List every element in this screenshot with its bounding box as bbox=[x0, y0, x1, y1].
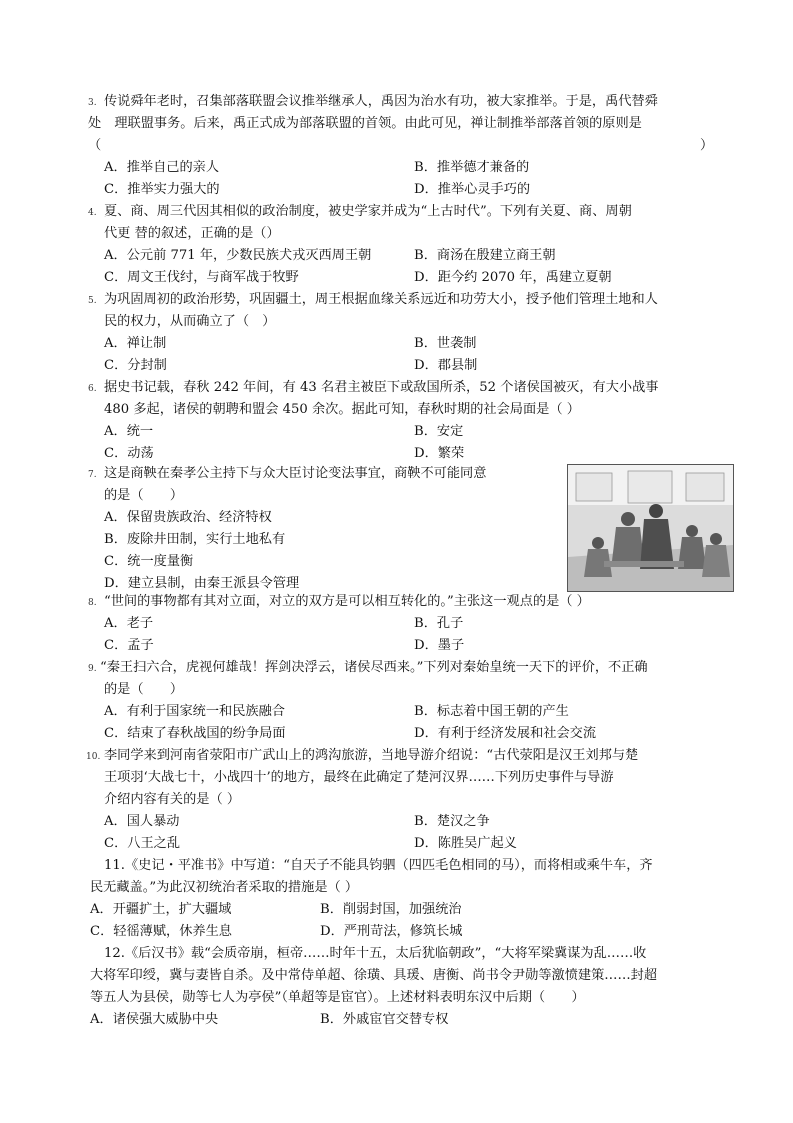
option-c: C．八王之乱 bbox=[104, 836, 181, 851]
option-c: C．统一度量衡 bbox=[104, 554, 194, 569]
option-d: D．墨子 bbox=[414, 638, 465, 653]
option-a: A．公元前 771 年，少数民族犬戎灭西周王朝 bbox=[104, 248, 372, 263]
option-b: B．外戚宦官交替专权 bbox=[320, 1012, 449, 1027]
question-number: 4. bbox=[88, 208, 97, 218]
question-text: 11.《史记・平准书》中写道：“自天子不能具钧驷（四匹毛色相同的马），而将相或乘牛车，齐 bbox=[104, 858, 653, 873]
option-d: D．郡县制 bbox=[414, 358, 478, 373]
question-number: 5. bbox=[88, 296, 97, 306]
option-b: B．商汤在殷建立商王朝 bbox=[414, 248, 556, 263]
option-d: D．建立县制，由秦王派县令管理 bbox=[104, 576, 300, 591]
question-text: 的是（ ） bbox=[104, 488, 184, 503]
question-text: 夏、商、周三代因其相似的政治制度，被史学家并成为“上古时代”。下列有关夏、商、周朝 bbox=[104, 204, 632, 219]
option-c: C．结束了春秋战国的纷争局面 bbox=[104, 726, 286, 741]
option-a: A．推举自己的亲人 bbox=[104, 160, 220, 175]
question-text: 传说舜年老时，召集部落联盟会议推举继承人，禹因为治水有功，被大家推举。于是，禹代替舜 bbox=[104, 94, 658, 109]
question-text: 这是商鞅在秦孝公主持下与众大臣讨论变法事宜，商鞅不可能同意 bbox=[104, 466, 487, 481]
question-number: 7. bbox=[88, 470, 97, 480]
option-d: D．有利于经济发展和社会交流 bbox=[414, 726, 597, 741]
option-a: A．保留贵族政治、经济特权 bbox=[104, 510, 272, 525]
illustration-court-scene bbox=[567, 464, 734, 592]
question-text: 处 理联盟事务。后来，禹正式成为部落联盟的首领。由此可见，禅让制推举部落首领的原则是 bbox=[88, 116, 642, 131]
option-c: C．分封制 bbox=[104, 358, 167, 373]
answer-paren-close: ） bbox=[700, 138, 714, 153]
question-text: （ bbox=[88, 138, 102, 153]
question-text: 12.《后汉书》载“会质帝崩，桓帝……时年十五，太后犹临朝政”，“大将军梁冀谋为乱……收 bbox=[104, 946, 647, 961]
question-number: 3. bbox=[88, 98, 97, 108]
option-c: C．推举实力强大的 bbox=[104, 182, 220, 197]
question-text: 等五人为县侯，勋等七人为亭侯”（单超等是宦官）。上述材料表明东汉中后期（ ） bbox=[90, 990, 585, 1005]
option-d: D．繁荣 bbox=[414, 446, 465, 461]
question-number: 6. bbox=[88, 384, 97, 394]
question-text: 据史书记载，春秋 242 年间，有 43 名君主被臣下或敌国所杀，52 个诸侯国被灭，有大小战事 bbox=[104, 380, 659, 395]
option-a: A．统一 bbox=[104, 424, 154, 439]
question-text: 介绍内容有关的是（ ） bbox=[104, 792, 241, 807]
option-d: D．距今约 2070 年，禹建立夏朝 bbox=[414, 270, 612, 285]
option-a: A．老子 bbox=[104, 616, 154, 631]
option-b: B．推举德才兼备的 bbox=[414, 160, 530, 175]
option-d: D．严刑苛法，修筑长城 bbox=[320, 924, 463, 939]
option-a: A．有利于国家统一和民族融合 bbox=[104, 704, 285, 719]
option-b: B．世袭制 bbox=[414, 336, 477, 351]
option-c: C．孟子 bbox=[104, 638, 154, 653]
option-c: C．周文王伐纣，与商军战于牧野 bbox=[104, 270, 299, 285]
option-d: D．陈胜吴广起义 bbox=[414, 836, 517, 851]
question-text: “世间的事物都有其对立面，对立的双方是可以相互转化的。”主张这一观点的是（ ） bbox=[104, 594, 590, 609]
option-d: D．推举心灵手巧的 bbox=[414, 182, 531, 197]
question-number: 10. bbox=[86, 752, 101, 762]
option-a: A．开疆扩土，扩大疆域 bbox=[90, 902, 232, 917]
question-text: 民的权力，从而确立了（ ） bbox=[104, 314, 276, 329]
question-number: 9. bbox=[88, 664, 97, 674]
option-a: A．诸侯强大威胁中央 bbox=[90, 1012, 219, 1027]
question-text: 的是（ ） bbox=[104, 682, 184, 697]
question-text: “秦王扫六合，虎视何雄哉！挥剑决浮云，诸侯尽西来。”下列对秦始皇统一天下的评价，不正确 bbox=[100, 660, 648, 675]
question-text: 大将军印绶，冀与妻皆自杀。及中常侍单超、徐璜、具瑗、唐衡、尚书令尹勋等激愤建策……封超 bbox=[90, 968, 658, 983]
question-text: 王项羽‘大战七十，小战四十’的地方，最终在此确定了楚河汉界……下列历史事件与导游 bbox=[104, 770, 614, 785]
option-c: C．轻徭薄赋，休养生息 bbox=[90, 924, 232, 939]
question-number: 8. bbox=[88, 598, 97, 608]
option-b: B．安定 bbox=[414, 424, 464, 439]
question-text: 代更 替的叙述，正确的是（） bbox=[104, 226, 280, 241]
option-a: A．禅让制 bbox=[104, 336, 167, 351]
court-scene-drawing bbox=[568, 465, 733, 591]
option-b: B．楚汉之争 bbox=[414, 814, 490, 829]
question-text: 为巩固周初的政治形势，巩固疆土，周王根据血缘关系远近和功劳大小，授予他们管理土地和人 bbox=[104, 292, 658, 307]
question-text: 李同学来到河南省荥阳市广武山上的鸿沟旅游，当地导游介绍说：“古代荥阳是汉王刘邦与楚 bbox=[104, 748, 639, 763]
option-b: B．削弱封国，加强统治 bbox=[320, 902, 462, 917]
option-b: B．孔子 bbox=[414, 616, 464, 631]
option-a: A．国人暴动 bbox=[104, 814, 180, 829]
question-text: 480 多起，诸侯的朝聘和盟会 450 余次。据此可知，春秋时期的社会局面是（ ） bbox=[104, 402, 580, 417]
option-b: B．标志着中国王朝的产生 bbox=[414, 704, 569, 719]
option-b: B．废除井田制，实行土地私有 bbox=[104, 532, 286, 547]
question-text: 民无藏盖。”为此汉初统治者采取的措施是（ ） bbox=[90, 880, 359, 895]
option-c: C．动荡 bbox=[104, 446, 154, 461]
